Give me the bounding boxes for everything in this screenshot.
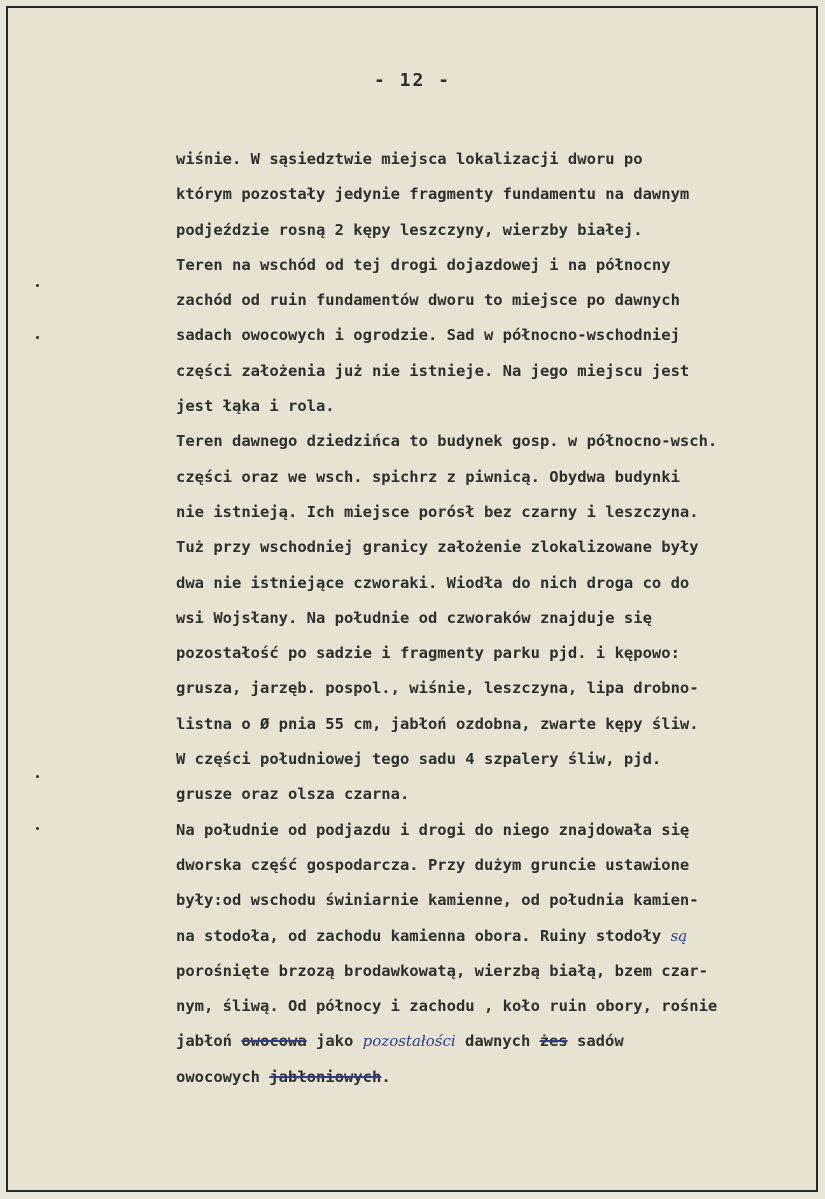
text-line: były:od wschodu świniarnie kamienne, od południa kamien- <box>176 891 699 910</box>
text-line: części oraz we wsch. spichrz z piwnicą. Obydwa budynki <box>176 467 680 486</box>
text-line: wiśnie. W sąsiedztwie miejsca lokalizacji dworu po <box>176 150 643 168</box>
text-line: Tuż przy wschodniej granicy założenie zlokalizowane były <box>176 538 699 557</box>
text-line: dworska część gospodarcza. Przy dużym gruncie ustawione <box>176 855 690 874</box>
text-line <box>176 1024 796 1059</box>
text-segment: jako <box>306 1032 363 1051</box>
text-line: części założenia już nie istnieje. Na jego miejscu jest <box>176 361 690 380</box>
text-segment: owocowych <box>176 1067 270 1086</box>
text-line: nie istnieją. Ich miejsce porósł bez czarny i leszczyna. <box>176 502 699 521</box>
text-line: nym, śliwą. Od północy i zachodu , koło ruin obory, rośnie <box>176 997 718 1016</box>
text-line <box>176 919 796 954</box>
struck-text: jabłoniowych <box>269 1067 382 1086</box>
margin-mark <box>36 827 39 830</box>
text-line: Teren dawnego dziedzińca to budynek gosp. w północno-wsch. <box>176 432 718 451</box>
text-line <box>176 1060 796 1095</box>
margin-mark <box>36 336 39 339</box>
text-line: wsi Wojsłany. Na południe od czworaków znajduje się <box>176 608 652 627</box>
text-line: listna o Ø pnia 55 cm, jabłoń ozdobna, zwarte kępy śliw. <box>176 714 699 733</box>
text-line: którym pozostały jedynie fragmenty fundamentu na dawnym <box>176 185 690 204</box>
text-line: W części południowej tego sadu 4 szpalery śliw, pjd. <box>176 750 662 769</box>
text-line: Teren na wschód od tej drogi dojazdowej i na północny <box>176 255 671 274</box>
text-line: porośnięte brzozą brodawkowatą, wierzbą białą, bzem czar- <box>176 961 708 980</box>
text-line: jest łąka i rola. <box>176 397 335 416</box>
text-line: grusze oraz olsza czarna. <box>176 785 410 804</box>
text-segment: dawnych <box>455 1032 540 1051</box>
text-line: grusza, jarzęb. pospol., wiśnie, leszczyna, lipa drobno- <box>176 679 699 698</box>
struck-text: owocowa <box>241 1032 307 1051</box>
page-number: - 12 - <box>373 70 452 91</box>
handwritten-insertion: są <box>670 926 688 945</box>
text-line: sadach owocowych i ogrodzie. Sad w północno-wschodniej <box>176 326 680 345</box>
text-segment: sadów <box>567 1032 624 1051</box>
struck-text: żes <box>539 1032 568 1051</box>
margin-mark <box>36 284 39 287</box>
text-segment: na stodoła, od zachodu kamienna obora. Ruiny stodoły <box>176 926 671 945</box>
text-line: zachód od ruin fundamentów dworu to miejsce po dawnych <box>176 291 680 310</box>
text-segment: . <box>381 1067 391 1086</box>
text-line: pozostałość po sadzie i fragmenty parku pjd. i kępowo: <box>176 644 680 663</box>
handwritten-insertion: pozostałości <box>362 1032 456 1051</box>
text-line: podjeździe rosną 2 kępy leszczyny, wierzby białej. <box>176 220 643 239</box>
text-line: dwa nie istniejące czworaki. Wiodła do nich droga co do <box>176 573 690 592</box>
text-line: Na południe od podjazdu i drogi do niego znajdowała się <box>176 820 690 839</box>
margin-mark <box>36 775 39 778</box>
body-text <box>176 142 796 1095</box>
text-segment: jabłoń <box>176 1032 242 1051</box>
